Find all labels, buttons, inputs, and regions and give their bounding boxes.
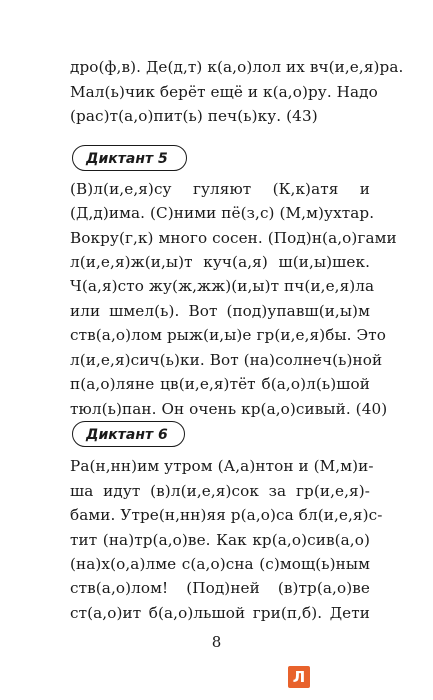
text-line: ша идут (в)л(и,е,я)сок за гр(и,е,я)- (70, 482, 370, 500)
text-line: Вокру(г,к) много сосен. (Под)н(а,о)гами (70, 229, 397, 247)
text-line: или шмел(ь). Вот (под)упавш(и,ы)м (70, 302, 370, 320)
dictation-6-heading: Диктант 6 (72, 421, 185, 447)
text-line: бами. Утре(н,нн)яя р(а,о)са бл(и,е,я)с- (70, 506, 383, 524)
dictation-5-heading: Диктант 5 (72, 145, 187, 171)
text-line: Ра(н,нн)им утром (А,а)нтон и (М,м)и- (70, 457, 374, 475)
text-line: тюл(ь)пан. Он очень кр(а,о)сивый. (40) (70, 400, 388, 418)
text-line: Мал(ь)чик берёт ещё и к(а,о)ру. Надо (70, 83, 378, 101)
text-line: (В)л(и,е,я)су гуляют (К,к)атя и (70, 180, 370, 198)
text-line: (Д,д)има. (С)ними пё(з,с) (М,м)ухтар. (70, 204, 375, 222)
text-line: ст(а,о)ит б(а,о)льшой гри(п,б). Дети (70, 604, 370, 622)
text-line: Ч(а,я)сто жу(ж,жж)(и,ы)т пч(и,е,я)ла (70, 277, 375, 295)
text-line: л(и,е,я)сич(ь)ки. Вот (на)солнеч(ь)ной (70, 351, 383, 369)
text-line: тит (на)тр(а,о)ве. Как кр(а,о)сив(а,о) (70, 531, 370, 549)
text-line: ств(а,о)лом рыж(и,ы)е гр(и,е,я)бы. Это (70, 326, 386, 344)
text-line: (рас)т(а,о)пит(ь) печ(ь)ку. (43) (70, 107, 318, 125)
page-number: 8 (211, 633, 222, 651)
text-line: ств(а,о)лом! (Под)ней (в)тр(а,о)ве (70, 579, 370, 597)
text-line: л(и,е,я)ж(и,ы)т куч(а,я) ш(и,ы)шек. (70, 253, 370, 271)
publisher-logo: Л (288, 666, 310, 688)
text-line: (на)х(о,а)лме с(а,о)сна (с)мощ(ь)ным (70, 555, 370, 573)
text-line: дро(ф,в). Де(д,т) к(а,о)лол их вч(и,е,я)ра. (70, 58, 404, 76)
text-line: п(а,о)ляне цв(и,е,я)тёт б(а,о)л(ь)шой (70, 375, 370, 393)
